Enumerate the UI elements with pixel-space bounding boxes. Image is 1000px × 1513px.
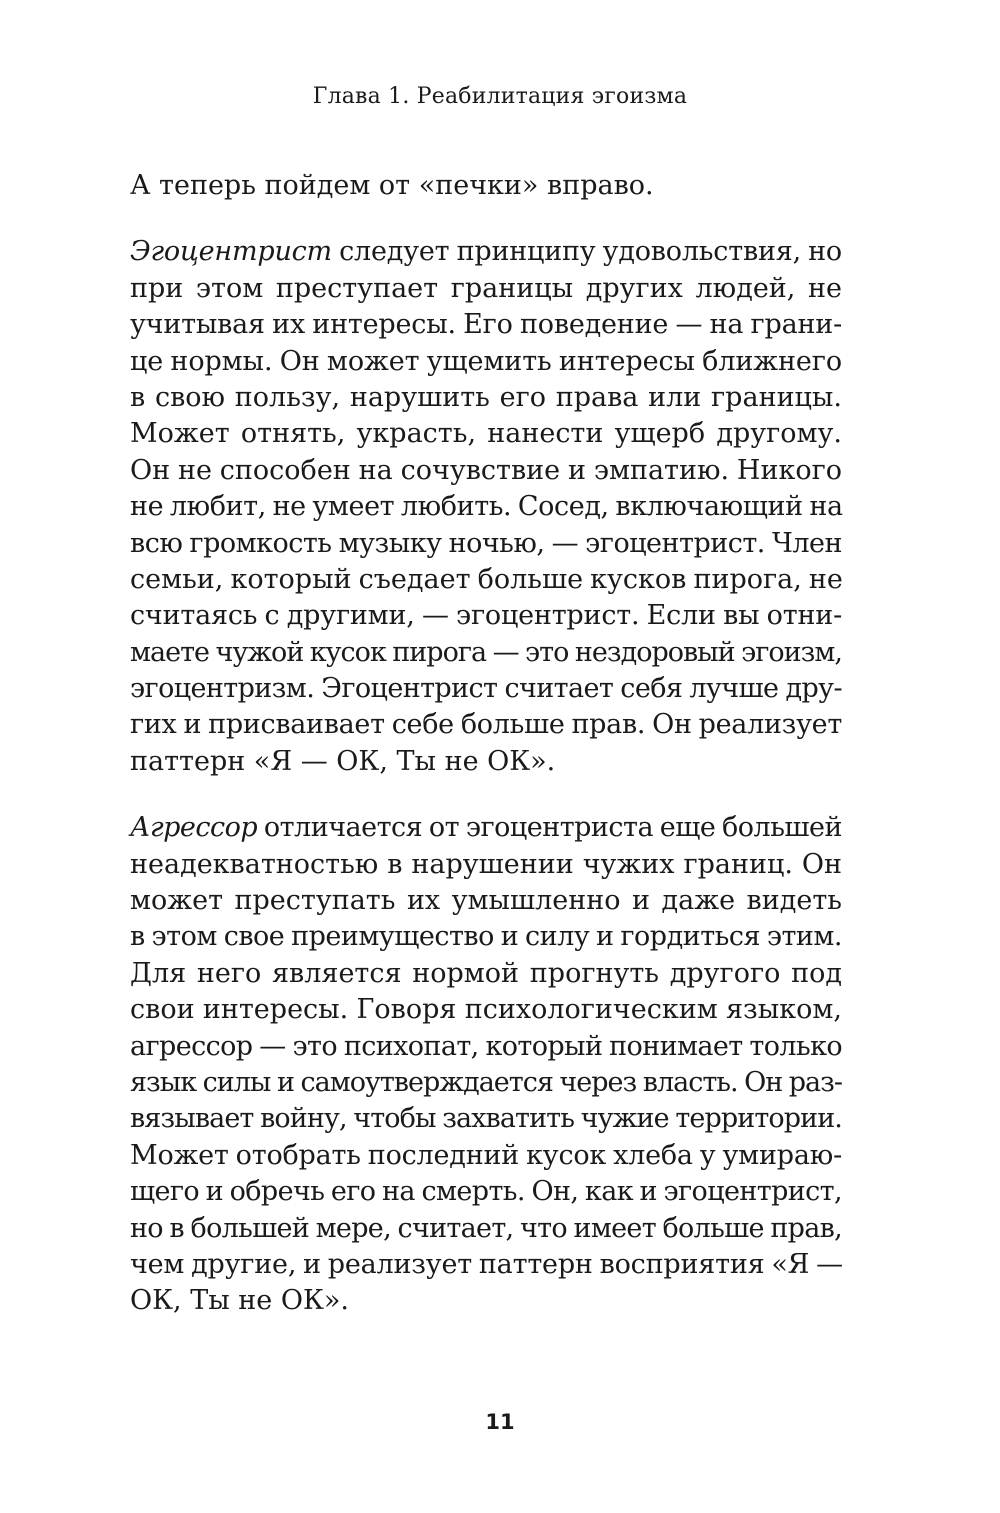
text-line: гих и присваивает себе больше прав. Он реализует [130,709,842,741]
text-line: маете чужой кусок пирога — это нездоровый эгоизм, [130,636,842,668]
text-line: А теперь пойдем от «печки» вправо. [130,170,654,201]
text-line: це нормы. Он может ущемить интересы ближнего [130,345,842,377]
running-header: Глава 1. Реабилитация эгоизма [312,84,688,109]
text-line: свои интересы. Говоря психологическим языком, [130,994,842,1026]
text-line [130,810,842,846]
text-line: учитывая их интересы. Его поведение — на грани- [130,309,842,341]
italic-term: Агрессор [130,812,258,844]
text-line: паттерн «Я — ОК, Ты не ОК». [130,745,556,777]
text-line: в этом свое преимущество и силу и гордиться этим. [130,921,842,953]
text-line: щего и обречь его на смерть. Он, как и эгоцентрист, [130,1176,842,1208]
body-text [130,168,842,1320]
paragraph-gap [130,780,842,810]
text-line: Для него является нормой прогнуть другого под [130,957,842,989]
text-line: чем другие, и реализует паттерн восприятия «Я — [130,1248,843,1280]
text-line: вязывает войну, чтобы захватить чужие территории. [130,1103,842,1135]
text-line [130,234,842,270]
text-line: всю громкость музыку ночью, — эгоцентрист. Член [130,527,842,559]
text-line: Он не способен на сочувствие и эмпатию. Никого [130,454,842,486]
text-line: семьи, который съедает больше кусков пирога, не [130,563,843,595]
text-line: считаясь с другими, — эгоцентрист. Если вы отни- [130,600,842,632]
text-line: может преступать их умышленно и даже видеть [130,885,842,917]
text-line: неадекватностью в нарушении чужих границ. Он [130,848,842,880]
text-line: Может отнять, украсть, нанести ущерб другому. [130,418,842,450]
text-line: не любит, не умеет любить. Сосед, включающий на [130,491,843,523]
text-line: язык силы и самоутверждается через власть. Он раз- [130,1066,842,1098]
italic-term: Эгоцентрист [130,236,332,268]
page-number: 11 [485,1410,515,1434]
text-line: в свою пользу, нарушить его права или границы. [130,381,842,413]
text-line: но в большей мере, считает, что имеет больше прав, [130,1212,842,1244]
text-line: агрессор — это психопат, который понимает только [130,1030,842,1062]
text-line: при этом преступает границы других людей, не [130,272,842,304]
line-text: отличается от эгоцентриста еще большей [257,812,842,844]
paragraph-gap [130,204,842,234]
line-text: следует принципу удовольствия, но [331,236,842,268]
text-line: ОК, Ты не ОК». [130,1285,349,1317]
text-line: Может отобрать последний кусок хлеба у умираю- [130,1139,842,1171]
text-line: эгоцентризм. Эгоцентрист считает себя лучше дру- [130,673,842,705]
